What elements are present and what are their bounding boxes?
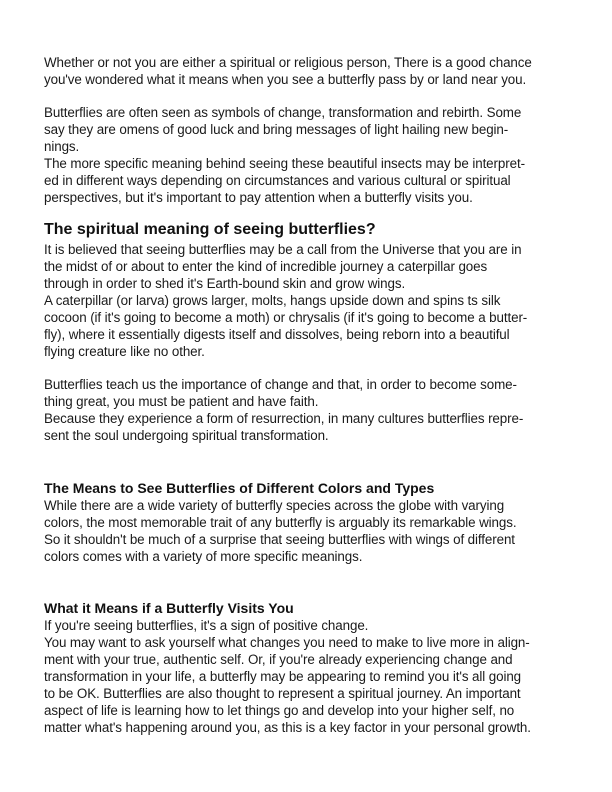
section1-p2-line-4: flying creature like no other. — [44, 344, 205, 359]
section3-p2-line-6: matter what's happening around you, as this is a key factor in your personal growth. — [44, 720, 531, 735]
intro-p1-line-2: you've wondered what it means when you see a butterfly pass by or land near you. — [44, 72, 527, 87]
section3-p2-line-2: ment with your true, authentic self. Or, if you're already experiencing change and — [44, 652, 513, 667]
intro-p1-line-1: Whether or not you are either a spiritual or religious person, There is a good chance — [44, 55, 532, 70]
intro-p2-line-2: say they are omens of good luck and bring messages of light hailing new begin- — [44, 122, 509, 137]
intro-p3-line-1: The more specific meaning behind seeing these beautiful insects may be interpret- — [44, 156, 525, 171]
section1-p4-line-1: Because they experience a form of resurrection, in many cultures butterflies repre- — [44, 411, 524, 426]
section1-p4-line-2: sent the soul undergoing spiritual transformation. — [44, 428, 329, 443]
section1-p2-line-3: fly), where it essentially digests itself and dissolves, being reborn into a beautiful — [44, 327, 510, 342]
section1-p1-line-2: the midst of or about to enter the kind of incredible journey a caterpillar goes — [44, 259, 488, 274]
section1-p2-line-1: A caterpillar (or larva) grows larger, molts, hangs upside down and spins ts silk — [44, 293, 501, 308]
section2-p1-line-4: colors comes with a variety of more specific meanings. — [44, 549, 363, 564]
section3-p2-line-3: transformation in your life, a butterfly may be appearing to remind you it's all going — [44, 669, 522, 684]
section1-p3-line-1: Butterflies teach us the importance of change and that, in order to become some- — [44, 377, 517, 392]
section2-p1-line-2: colors, the most memorable trait of any butterfly is arguably its remarkable wings. — [44, 515, 517, 530]
section1-heading: The spiritual meaning of seeing butterflies? — [44, 221, 376, 238]
section1-p1-line-1: It is believed that seeing butterflies may be a call from the Universe that you are in — [44, 242, 522, 257]
section2-heading: The Means to See Butterflies of Different Colors and Types — [44, 480, 435, 496]
intro-p2-line-3: nings. — [44, 139, 80, 154]
section3-p2-line-5: aspect of life is learning how to let things go and develop into your higher self, no — [44, 703, 515, 718]
intro-p3-line-2: ed in different ways depending on circumstances and various cultural or spiritual — [44, 173, 511, 188]
section3-p1-line-1: If you're seeing butterflies, it's a sign of positive change. — [44, 618, 369, 633]
section2-p1-line-1: While there are a wide variety of butterfly species across the globe with varying — [44, 498, 505, 513]
intro-p2-line-1: Butterflies are often seen as symbols of change, transformation and rebirth. Some — [44, 105, 522, 120]
section1-p3-line-2: thing great, you must be patient and have faith. — [44, 394, 319, 409]
section1-p1-line-3: through in order to shed it's Earth-bound skin and grow wings. — [44, 276, 406, 291]
section2-p1-line-3: So it shouldn't be much of a surprise that seeing butterflies with wings of different — [44, 532, 515, 547]
section1-p2-line-2: cocoon (if it's going to become a moth) or chrysalis (if it's going to become a butter- — [44, 310, 528, 325]
intro-p3-line-3: perspectives, but it's important to pay attention when a butterfly visits you. — [44, 190, 473, 205]
section3-p2-line-1: You may want to ask yourself what changes you need to make to live more in align- — [44, 635, 530, 650]
section3-p2-line-4: to be OK. Butterflies are also thought to represent a spiritual journey. An important — [44, 686, 521, 701]
section3-heading: What it Means if a Butterfly Visits You — [44, 600, 294, 616]
